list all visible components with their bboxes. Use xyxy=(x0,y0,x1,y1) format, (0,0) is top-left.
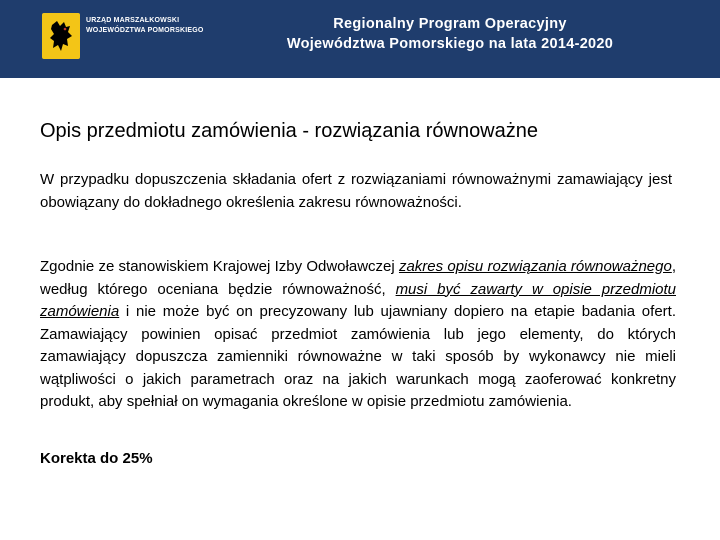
paragraph-2-text-1: Zgodnie ze stanowiskiem Krajowej Izby Odwoławczej xyxy=(40,258,399,275)
paragraph-1: W przypadku dopuszczenia składania ofert z rozwiązaniami równoważnymi zamawiający jest obowiązany do dokładnego określenia zakresu równoważności. xyxy=(40,171,672,211)
korekta-note: Korekta do 25% xyxy=(40,450,153,467)
paragraph-2 xyxy=(40,256,676,414)
header-banner xyxy=(0,0,720,78)
griffin-coat-of-arms-icon xyxy=(42,13,80,59)
logo-line-2: WOJEWÓDZTWA POMORSKIEGO xyxy=(86,27,204,34)
logo xyxy=(42,13,204,59)
logo-line-1: URZĄD MARSZAŁKOWSKI xyxy=(86,17,180,24)
paragraph-2-text-2: , według którego oceniana będzie równoważność, xyxy=(40,258,676,298)
slide-title: Opis przedmiotu zamówienia - rozwiązania równoważne xyxy=(40,120,538,142)
paragraph-2-text-3: i nie może być on precyzowany lub ujawniany dopiero na etapie badania ofert. Zamawiający powinien opisać przedmiot zamówienia lub jego elementy, do których zamawiający dopuszcza zamienniki równoważne w taki sposób by wykonawcy nie mieli wątpliwości o jakich parametrach oraz na jakich warunkach mogą zaoferować konkretny produkt, aby spełniał on wymagania określone w opisie przedmiotu zamówienia. xyxy=(40,303,676,410)
paragraph-2-underline-1: zakres opisu rozwiązania równoważnego xyxy=(398,258,672,275)
program-title-line-1: Regionalny Program Operacyjny xyxy=(333,16,567,32)
program-title-line-2: Województwa Pomorskiego na lata 2014-2020 xyxy=(286,36,614,52)
program-title xyxy=(220,14,680,54)
paragraph-2-underline-2: musi być zawarty w opisie przedmiotu zamówienia xyxy=(40,280,676,320)
